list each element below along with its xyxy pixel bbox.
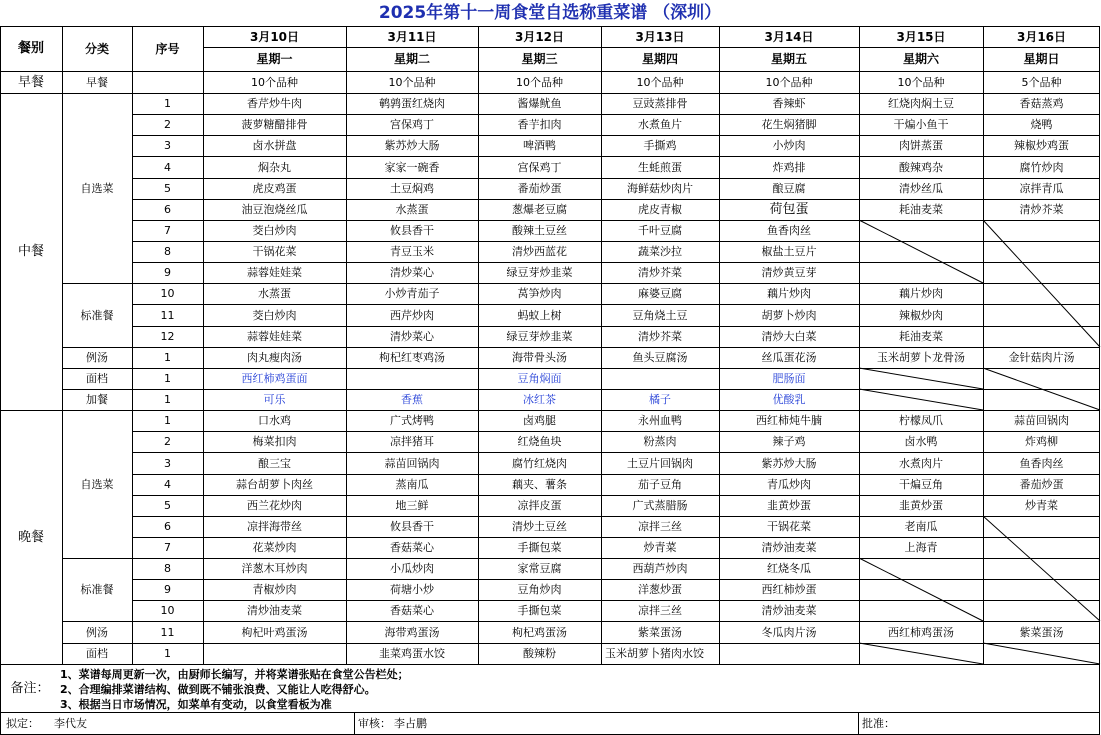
dinner-dish: 茄子豆角 xyxy=(638,478,682,491)
drafter-name: 李代友 xyxy=(54,717,87,730)
lunch-seq: 5 xyxy=(164,182,171,195)
lunch-dish: 水蒸蛋 xyxy=(395,203,429,216)
lunch-dish: 小炒青茄子 xyxy=(384,287,440,300)
approver-label: 批准： xyxy=(862,717,895,730)
lunch-dish: 酸辣鸡杂 xyxy=(899,160,943,174)
lunch-soup-label: 例汤 xyxy=(86,351,108,364)
dinner-dish: 凉拌海带丝 xyxy=(247,520,302,533)
lunch-extra: 橘子 xyxy=(649,393,671,406)
dinner-dish: 清炒油麦菜 xyxy=(761,541,817,554)
lunch-soup: 肉丸瘦肉汤 xyxy=(247,351,302,364)
lunch-dish: 清炒芥菜 xyxy=(1019,203,1064,216)
dinner-dish: 韭黄炒蛋 xyxy=(767,499,811,512)
lunch-dish: 油豆泡烧丝瓜 xyxy=(241,203,308,216)
lunch-dish: 烧鸭 xyxy=(1030,118,1053,131)
dinner-meal: 晚餐 xyxy=(17,529,44,545)
dinner-dish: 紫苏炒大肠 xyxy=(761,456,817,470)
lunch-dish: 焖杂丸 xyxy=(258,160,291,174)
lunch-dish: 茭白炒肉 xyxy=(252,224,297,237)
dinner-dish: 花菜炒肉 xyxy=(252,541,297,554)
dinner-seq: 5 xyxy=(164,499,171,512)
lunch-dish: 凉拌青瓜 xyxy=(1019,182,1064,195)
lunch-dish: 鱼香肉丝 xyxy=(767,224,811,237)
dinner-dish: 番茄炒蛋 xyxy=(1019,478,1064,491)
header-meal: 餐别 xyxy=(17,41,44,56)
header-weekday: 星期一 xyxy=(256,52,293,66)
dinner-dish: 卤水鸭 xyxy=(904,435,938,448)
lunch-dish: 酸辣土豆丝 xyxy=(512,224,567,237)
reviewer-label: 审核： xyxy=(358,717,391,730)
lunch-dish: 小炒肉 xyxy=(772,139,806,152)
lunch-dish: 辣椒炒肉 xyxy=(899,308,943,322)
header-weekday: 星期三 xyxy=(521,52,558,66)
lunch-dish: 清炒芥菜 xyxy=(638,266,682,279)
dinner-dish: 腐竹红烧肉 xyxy=(512,456,567,470)
lunch-dish: 西芹炒肉 xyxy=(390,308,434,322)
header-weekday: 星期四 xyxy=(641,52,678,66)
dinner-soup: 紫菜蛋汤 xyxy=(1019,625,1064,639)
lunch-dish: 番茄炒蛋 xyxy=(517,182,562,195)
page-title: 2025年第十一周食堂自选称重菜谱 （深圳） xyxy=(378,2,722,23)
breakfast-cell: 10个品种 xyxy=(251,75,298,89)
dinner-seq: 2 xyxy=(164,435,171,448)
lunch-dish: 干锅花菜 xyxy=(252,245,297,258)
dinner-dish: 鱼香肉丝 xyxy=(1019,456,1064,470)
lunch-dish: 虎皮青椒 xyxy=(638,203,682,216)
lunch-noodle-label: 面档 xyxy=(86,372,108,385)
lunch-soup: 鱼头豆腐汤 xyxy=(632,351,688,364)
note-line: 3、根据当日市场情况，如菜单有变动，以食堂看板为准 xyxy=(60,698,332,711)
dinner-dish: 广式烤鸭 xyxy=(390,414,434,427)
lunch-dish: 卤水拼盘 xyxy=(252,139,297,152)
lunch-dish: 紫苏炒大肠 xyxy=(384,139,440,152)
dinner-dish: 红烧冬瓜 xyxy=(767,562,811,575)
dinner-dish: 西红柿炒蛋 xyxy=(761,583,817,596)
breakfast-cell: 10个品种 xyxy=(765,75,813,89)
dinner-dish: 手撕包菜 xyxy=(517,541,562,554)
lunch-seq: 1 xyxy=(164,393,171,406)
lunch-dish: 清炒菜心 xyxy=(390,266,434,279)
lunch-seq: 11 xyxy=(160,308,175,322)
lunch-dish: 蔬菜沙拉 xyxy=(638,245,682,258)
dinner-seq: 6 xyxy=(164,520,171,533)
dinner-soup: 西红柿鸡蛋汤 xyxy=(888,625,954,639)
lunch-dish: 水蒸蛋 xyxy=(258,287,291,300)
lunch-seq: 1 xyxy=(164,351,171,364)
dinner-std-label: 标准餐 xyxy=(80,583,114,596)
lunch-dish: 清炒西蓝花 xyxy=(512,245,567,258)
empty-diagonal xyxy=(859,368,983,389)
breakfast-cell: 10个品种 xyxy=(388,75,436,89)
header-date: 3月14日 xyxy=(764,29,814,44)
dinner-dish: 酿三宝 xyxy=(258,456,291,470)
lunch-dish: 酱爆鱿鱼 xyxy=(517,97,562,110)
dinner-dish: 清炒油麦菜 xyxy=(247,604,302,617)
lunch-dish: 香菇蒸鸡 xyxy=(1019,97,1064,110)
empty-diagonal xyxy=(859,558,983,621)
lunch-noodle: 豆角焖面 xyxy=(517,372,562,385)
lunch-dish: 酿豆腐 xyxy=(772,182,806,195)
lunch-dish: 莴笋炒肉 xyxy=(517,287,562,300)
lunch-dish: 海鲜菇炒肉片 xyxy=(627,182,693,195)
dinner-seq: 11 xyxy=(160,625,175,639)
lunch-seq: 12 xyxy=(160,330,175,343)
lunch-dish: 清炒黄豆芽 xyxy=(761,266,817,279)
lunch-dish: 清炒芥菜 xyxy=(638,330,682,343)
lunch-noodle: 肥肠面 xyxy=(772,372,806,385)
lunch-dish: 宫保鸡丁 xyxy=(517,160,562,174)
lunch-dish: 青豆玉米 xyxy=(390,245,434,258)
lunch-soup: 丝瓜蛋花汤 xyxy=(761,351,817,364)
lunch-seq: 6 xyxy=(164,203,171,216)
lunch-dish: 肉饼蒸蛋 xyxy=(899,139,943,152)
dinner-noodle: 玉米胡萝卜猪肉水饺 xyxy=(605,647,704,660)
dinner-seq: 9 xyxy=(164,583,171,596)
dinner-dish: 凉拌猪耳 xyxy=(390,435,434,448)
dinner-dish: 清炒土豆丝 xyxy=(512,520,567,533)
empty-diagonal xyxy=(983,643,1100,664)
lunch-extra: 冰红茶 xyxy=(523,393,556,406)
dinner-dish: 洋葱木耳炒肉 xyxy=(241,562,308,575)
lunch-dish: 清炒大白菜 xyxy=(761,330,817,343)
lunch-dish: 干煸小鱼干 xyxy=(893,118,949,131)
dinner-seq: 4 xyxy=(164,478,171,491)
lunch-dish: 啤酒鸭 xyxy=(523,139,556,152)
dinner-seq: 10 xyxy=(160,604,175,617)
dinner-dish: 土豆片回锅肉 xyxy=(627,456,693,470)
dinner-dish: 西葫芦炒肉 xyxy=(632,562,688,575)
dinner-dish: 凉拌三丝 xyxy=(638,604,682,617)
lunch-dish: 清炒丝瓜 xyxy=(899,182,943,195)
header-date: 3月10日 xyxy=(249,29,300,44)
lunch-dish: 胡萝卜炒肉 xyxy=(761,308,817,322)
dinner-dish: 凉拌皮蛋 xyxy=(517,499,562,512)
header-date: 3月11日 xyxy=(387,29,437,44)
lunch-self-label: 自选菜 xyxy=(80,181,114,195)
dinner-soup: 枸杞鸡蛋汤 xyxy=(512,625,567,639)
dinner-dish: 蒜台胡萝卜肉丝 xyxy=(236,478,313,491)
lunch-dish: 手撕鸡 xyxy=(643,139,677,152)
lunch-dish: 土豆焖鸡 xyxy=(390,182,434,195)
lunch-dish: 千叶豆腐 xyxy=(638,224,682,237)
dinner-soup: 紫菜蛋汤 xyxy=(638,625,682,639)
header-date: 3月13日 xyxy=(635,29,685,44)
empty-diagonal xyxy=(859,220,983,283)
dinner-self-label: 自选菜 xyxy=(80,477,114,491)
lunch-dish: 藕片炒肉 xyxy=(767,287,811,300)
lunch-seq: 7 xyxy=(164,224,171,237)
dinner-dish: 家常豆腐 xyxy=(517,562,562,575)
lunch-dish: 耗油麦菜 xyxy=(899,203,943,216)
dinner-dish: 香菇菜心 xyxy=(390,604,434,617)
lunch-dish: 荷包蛋 xyxy=(769,202,809,217)
empty-diagonal xyxy=(859,643,983,664)
lunch-std-label: 标准餐 xyxy=(80,308,114,322)
dinner-dish: 炒青菜 xyxy=(643,541,677,554)
lunch-dish: 红烧肉焖土豆 xyxy=(888,97,954,110)
reviewer-name: 李占鹏 xyxy=(394,717,427,730)
lunch-dish: 腐竹炒肉 xyxy=(1019,160,1064,174)
lunch-seq: 1 xyxy=(164,97,171,110)
breakfast-meal: 早餐 xyxy=(17,74,44,90)
dinner-seq: 8 xyxy=(164,562,171,575)
dinner-soup-label: 例汤 xyxy=(86,625,108,639)
note-line: 1、菜谱每周更新一次，由厨师长编写，并将菜谱张贴在食堂公告栏处； xyxy=(60,668,409,681)
header-weekday: 星期日 xyxy=(1023,52,1060,66)
dinner-dish: 粉蒸肉 xyxy=(643,435,677,448)
lunch-seq: 3 xyxy=(164,139,171,152)
lunch-seq: 10 xyxy=(160,287,175,300)
lunch-soup: 金针菇肉片汤 xyxy=(1008,351,1075,364)
dinner-soup: 冬瓜肉片汤 xyxy=(761,625,817,639)
dinner-dish: 西红柿炖牛腩 xyxy=(756,414,822,427)
lunch-extra: 香蕉 xyxy=(401,393,423,406)
dinner-dish: 香菇菜心 xyxy=(390,541,434,554)
dinner-dish: 口水鸡 xyxy=(258,414,291,427)
notes-block xyxy=(0,664,1100,712)
dinner-dish: 手撕包菜 xyxy=(517,604,562,617)
dinner-dish: 蒜苗回锅肉 xyxy=(1014,414,1069,427)
lunch-dish: 蒜蓉娃娃菜 xyxy=(247,266,302,279)
lunch-dish: 茭白炒肉 xyxy=(252,308,297,322)
lunch-dish: 花生焖猪脚 xyxy=(761,118,817,131)
lunch-dish: 辣椒炒鸡蛋 xyxy=(1014,139,1069,152)
lunch-dish: 家家一碗香 xyxy=(384,160,440,174)
lunch-dish: 豆豉蒸排骨 xyxy=(632,97,688,110)
notes-label: 备注： xyxy=(10,680,50,696)
dinner-dish: 小瓜炒肉 xyxy=(390,562,434,575)
lunch-dish: 生蚝煎蛋 xyxy=(638,160,682,174)
dinner-dish: 辣子鸡 xyxy=(772,435,806,448)
lunch-dish: 炸鸡排 xyxy=(772,160,806,174)
dinner-dish: 红烧鱼块 xyxy=(517,435,562,448)
lunch-extra-label: 加餐 xyxy=(86,393,108,406)
dinner-seq: 7 xyxy=(164,541,171,554)
dinner-seq: 3 xyxy=(164,456,171,470)
dinner-dish: 干锅花菜 xyxy=(767,520,811,533)
dinner-dish: 水煮肉片 xyxy=(899,456,943,470)
dinner-dish: 洋葱炒蛋 xyxy=(638,583,682,596)
lunch-dish: 耗油麦菜 xyxy=(899,330,943,343)
lunch-dish: 鹌鹑蛋红烧肉 xyxy=(379,97,445,110)
dinner-dish: 柠檬凤爪 xyxy=(899,414,943,427)
lunch-dish: 菠萝糖醋排骨 xyxy=(241,118,308,131)
breakfast-cell: 10个品种 xyxy=(516,75,563,89)
dinner-soup: 枸杞叶鸡蛋汤 xyxy=(241,625,308,639)
lunch-dish: 椒盐土豆片 xyxy=(761,245,817,258)
empty-diagonal xyxy=(983,516,1100,621)
dinner-dish: 凉拌三丝 xyxy=(638,520,682,533)
lunch-dish: 香辣虾 xyxy=(772,97,806,110)
breakfast-cell: 10个品种 xyxy=(897,75,945,89)
header-weekday: 星期五 xyxy=(770,52,807,66)
dinner-dish: 地三鲜 xyxy=(395,499,429,512)
lunch-dish: 蚂蚁上树 xyxy=(517,308,562,322)
breakfast-cell: 10个品种 xyxy=(636,75,684,89)
lunch-seq: 4 xyxy=(164,160,171,174)
dinner-dish: 攸县香干 xyxy=(390,520,434,533)
dinner-dish: 蒸南瓜 xyxy=(395,478,429,491)
empty-diagonal xyxy=(859,389,983,410)
lunch-soup: 玉米胡萝卜龙骨汤 xyxy=(877,351,965,364)
dinner-dish: 清炒油麦菜 xyxy=(761,604,817,617)
lunch-seq: 9 xyxy=(164,266,171,279)
lunch-dish: 香芋扣肉 xyxy=(517,118,562,131)
dinner-seq: 1 xyxy=(164,647,171,660)
dinner-dish: 青瓜炒肉 xyxy=(767,478,811,491)
dinner-dish: 梅菜扣肉 xyxy=(252,435,297,448)
dinner-dish: 西兰花炒肉 xyxy=(247,499,302,512)
header-category: 分类 xyxy=(84,41,109,56)
dinner-dish: 韭黄炒蛋 xyxy=(899,499,943,512)
dinner-dish: 豆角炒肉 xyxy=(517,583,562,596)
lunch-dish: 清炒菜心 xyxy=(390,330,434,343)
lunch-dish: 藕片炒肉 xyxy=(899,287,943,300)
header-seq: 序号 xyxy=(155,41,180,56)
lunch-dish: 攸县香干 xyxy=(390,224,434,237)
dinner-noodle-label: 面档 xyxy=(86,647,108,660)
dinner-soup: 海带鸡蛋汤 xyxy=(384,625,440,639)
dinner-dish: 炒青菜 xyxy=(1025,499,1058,512)
dinner-dish: 上海青 xyxy=(904,541,938,554)
dinner-dish: 干煸豆角 xyxy=(899,478,943,491)
header-weekday: 星期二 xyxy=(393,52,430,66)
dinner-dish: 永州血鸭 xyxy=(638,414,682,427)
lunch-dish: 绿豆芽炒韭菜 xyxy=(506,330,573,343)
header-date: 3月16日 xyxy=(1016,29,1067,44)
dinner-noodle: 韭菜鸡蛋水饺 xyxy=(379,647,445,660)
dinner-noodle: 酸辣粉 xyxy=(523,647,556,660)
dinner-dish: 荷塘小炒 xyxy=(390,583,434,596)
lunch-noodle: 西红柿鸡蛋面 xyxy=(241,372,308,385)
dinner-dish: 蒜苗回锅肉 xyxy=(384,456,440,470)
dinner-dish: 青椒炒肉 xyxy=(252,583,297,596)
lunch-dish: 虎皮鸡蛋 xyxy=(252,182,297,195)
dinner-dish: 炸鸡柳 xyxy=(1025,435,1058,448)
lunch-dish: 麻婆豆腐 xyxy=(638,287,682,300)
lunch-soup: 海带骨头汤 xyxy=(512,351,567,364)
lunch-dish: 绿豆芽炒韭菜 xyxy=(506,266,573,279)
lunch-dish: 宫保鸡丁 xyxy=(390,118,434,131)
lunch-dish: 水煮鱼片 xyxy=(638,118,682,131)
lunch-meal: 中餐 xyxy=(17,244,44,259)
dinner-dish: 老南瓜 xyxy=(904,520,938,533)
header-date: 3月15日 xyxy=(896,29,946,44)
lunch-seq: 1 xyxy=(164,372,171,385)
empty-diagonal xyxy=(983,368,1100,410)
dinner-dish: 卤鸡腿 xyxy=(523,414,556,427)
lunch-extra: 优酸乳 xyxy=(772,393,806,406)
dinner-dish: 广式蒸腊肠 xyxy=(632,499,688,512)
breakfast-cell: 5个品种 xyxy=(1021,75,1062,89)
drafter-label: 拟定： xyxy=(6,717,39,730)
lunch-dish: 葱爆老豆腐 xyxy=(512,203,567,216)
header-date: 3月12日 xyxy=(514,29,565,44)
lunch-dish: 豆角烧土豆 xyxy=(632,308,688,322)
dinner-seq: 1 xyxy=(164,414,171,427)
lunch-extra: 可乐 xyxy=(263,393,286,406)
lunch-dish: 蒜蓉娃娃菜 xyxy=(247,330,302,343)
lunch-seq: 8 xyxy=(164,245,171,258)
lunch-dish: 香芹炒牛肉 xyxy=(247,97,302,110)
note-line: 2、合理编排菜谱结构、做到既不铺张浪费、又能让人吃得舒心。 xyxy=(60,683,376,696)
lunch-soup: 枸杞红枣鸡汤 xyxy=(379,351,445,364)
lunch-seq: 2 xyxy=(164,118,171,131)
dinner-dish: 藕夹、薯条 xyxy=(512,478,567,491)
breakfast-category: 早餐 xyxy=(86,75,108,89)
header-weekday: 星期六 xyxy=(902,52,939,66)
empty-diagonal xyxy=(983,220,1100,347)
